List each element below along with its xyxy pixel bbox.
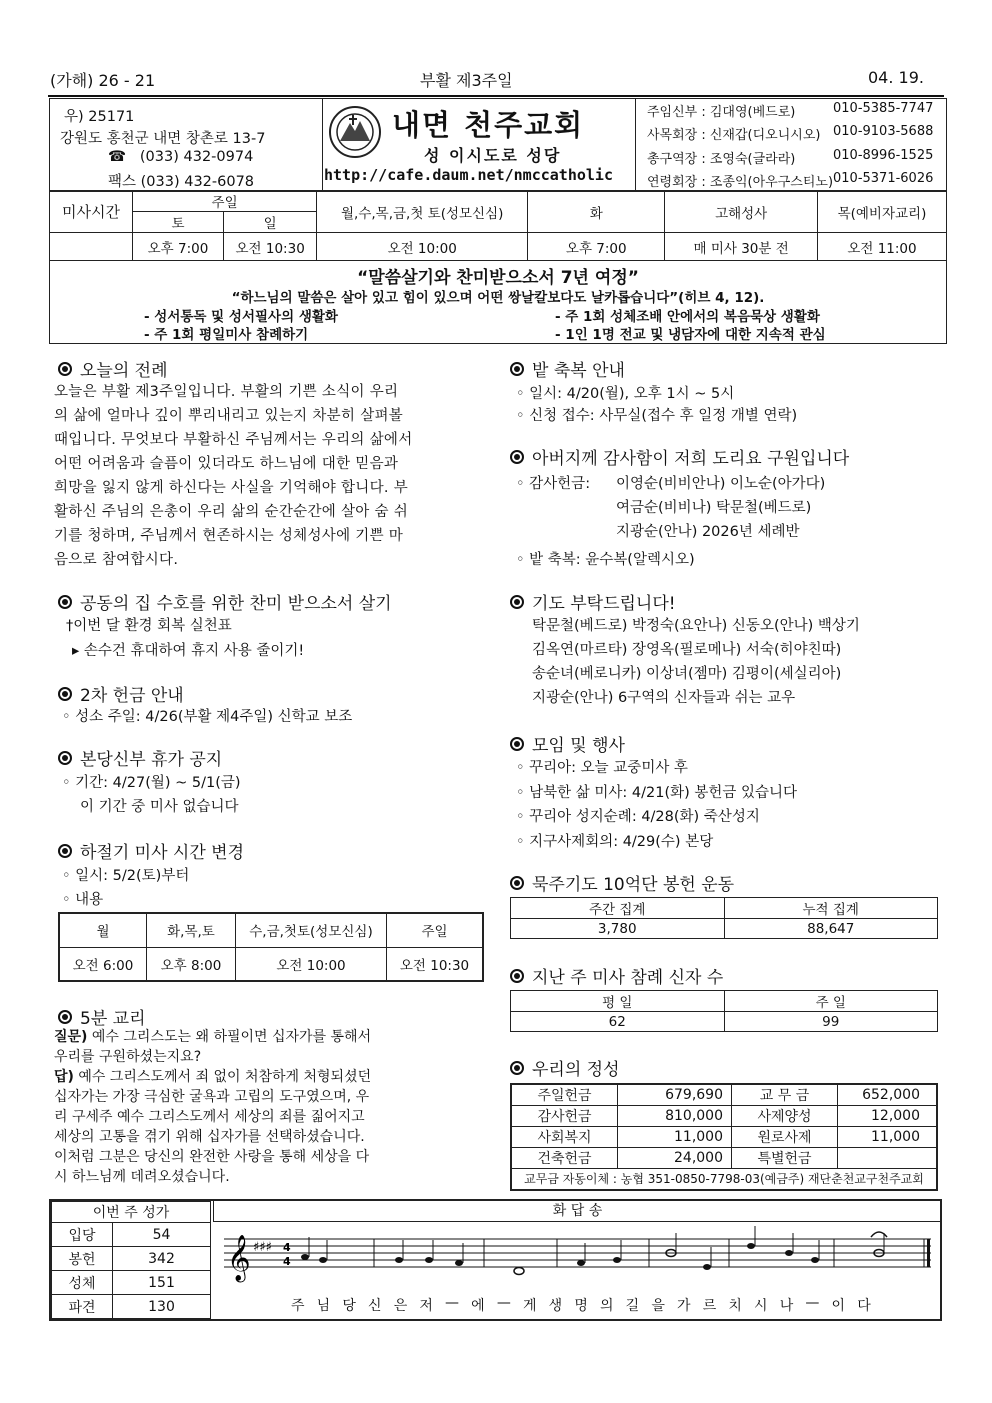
bullet-icon xyxy=(510,362,524,376)
rosary-header: 누적 집계 xyxy=(724,898,938,919)
mass-sun-header: 일 xyxy=(224,212,317,233)
bullet-icon xyxy=(58,687,72,701)
note xyxy=(785,1250,793,1256)
fax-line xyxy=(108,170,254,191)
summer-header: 수,금,첫토(성모신심) xyxy=(236,913,387,947)
hymn-number: 130 xyxy=(113,1295,211,1319)
note xyxy=(425,1257,433,1263)
hymn-label: 입당 xyxy=(52,1223,113,1247)
motto-item: - 주 1회 성체조배 안에서의 복음묵상 생활화 xyxy=(555,309,820,325)
hymn-number: 151 xyxy=(113,1271,211,1295)
prayer-line: 송순녀(베로니카) 이상녀(젬마) 김평이(세실리아) xyxy=(532,666,842,682)
sharp-icon: ♯♯♯ xyxy=(253,1240,272,1255)
bullet-icon xyxy=(510,595,524,609)
hymn-number: 54 xyxy=(113,1223,211,1247)
attendance-value: 62 xyxy=(511,1012,725,1032)
mass-thu-header: 목(예비자교리) xyxy=(817,191,946,233)
event-line: ◦ 꾸리아: 오늘 교중미사 후 xyxy=(516,760,688,776)
lyric: 나 xyxy=(779,1298,794,1314)
event-line: ◦ 꾸리아 성지순례: 4/28(화) 죽산성지 xyxy=(516,809,760,825)
event-line: ◦ 지구사제회의: 4/29(수) 본당 xyxy=(516,834,714,850)
text-line: 오늘은 부활 제3주일입니다. 부활의 기쁜 소식이 우리 xyxy=(54,384,399,400)
phone-icon: ☎ xyxy=(108,149,127,165)
note xyxy=(577,1260,585,1266)
church-block xyxy=(322,99,636,191)
staff-block xyxy=(635,99,946,191)
summer-time: 오전 10:30 xyxy=(387,947,484,981)
lyric: 게 xyxy=(522,1298,537,1314)
hymn-table xyxy=(51,1201,211,1319)
mass-empty-cell xyxy=(50,233,133,261)
field-line: ◦ 일시: 4/20(월), 오후 1시 ~ 5시 xyxy=(516,386,735,402)
treble-clef-icon: 𝄞 xyxy=(227,1235,251,1281)
section-title: 아버지께 감사함이 저희 도리요 구원입니다 xyxy=(510,444,849,469)
lyric: 치 xyxy=(728,1298,742,1314)
time-signature: 4 xyxy=(283,1241,291,1254)
section-title: 하절기 미사 시간 변경 xyxy=(58,838,244,863)
text-line: 음으로 참여합시다. xyxy=(54,552,179,568)
staff-role: 주임신부 : 김대영(베드로) xyxy=(647,105,796,120)
note xyxy=(613,1257,621,1263)
lyric: 길 xyxy=(625,1298,640,1314)
bullet-icon xyxy=(510,737,524,751)
summer-header: 화,목,토 xyxy=(147,913,236,947)
offering-amount: 679,690 xyxy=(618,1084,732,1106)
section-title: 모임 및 행사 xyxy=(510,731,625,756)
motto-box xyxy=(49,260,947,344)
staff-role: 총구역장 : 조영숙(글라라) xyxy=(647,152,796,167)
offering-label: 건축헌금 xyxy=(511,1148,618,1169)
lyric: 주 xyxy=(291,1298,305,1314)
offering-amount: 652,000 xyxy=(838,1084,938,1106)
second-collection-line: ◦ 성소 주일: 4/26(부활 제4주일) 신학교 보조 xyxy=(62,709,353,725)
bullet-icon xyxy=(58,362,72,376)
prayer-line: 김옥연(마르타) 장영옥(필로메나) 서숙(히야친따) xyxy=(532,642,842,658)
prayer-line: 탁문철(베드로) 박정숙(요안나) 신동오(안나) 백상기 xyxy=(532,618,860,634)
hymn-box xyxy=(49,1199,942,1321)
section-title: 2차 헌금 안내 xyxy=(58,681,184,706)
church-name: 내면 천주교회 xyxy=(392,108,585,142)
section-title: 기도 부탁드립니다! xyxy=(510,589,676,614)
summer-header: 주일 xyxy=(387,913,484,947)
note xyxy=(455,1260,463,1266)
staff-phone: 010-9103-5688 xyxy=(833,124,934,139)
mass-time: 오전 10:30 xyxy=(224,233,317,261)
rosary-header: 주간 집계 xyxy=(511,898,725,919)
issue-number: (가해) 26 - 21 xyxy=(50,71,156,90)
section-title: 밭 축복 안내 xyxy=(510,356,625,381)
section-title: 우리의 정성 xyxy=(510,1055,620,1080)
offering-amount: 11,000 xyxy=(618,1127,732,1148)
lyric: 르 xyxy=(702,1298,717,1314)
staff-role: 연령회장 : 조종익(아우구스티노) xyxy=(647,175,834,190)
lyric: 명 xyxy=(574,1298,588,1314)
church-seal-icon xyxy=(328,105,382,159)
mass-confession-header: 고해성사 xyxy=(665,191,818,233)
question-line: 우리를 구원하셨는지요? xyxy=(54,1049,202,1065)
lyric: — xyxy=(496,1295,511,1311)
hymn-title: 이번 주 성가 xyxy=(52,1202,211,1223)
mass-time: 오후 7:00 xyxy=(528,233,665,261)
answer-line: 리 구세주 예수 그리스도께서 세상의 죄를 짊어지고 xyxy=(54,1109,365,1125)
offering-amount: 11,000 xyxy=(838,1127,938,1148)
bullet-icon xyxy=(510,1061,524,1075)
church-subtitle: 성 이시도로 성당 xyxy=(424,146,562,165)
staff-phone: 010-8996-1525 xyxy=(833,148,934,163)
mass-weekday-header: 월,수,목,금,첫 토(성모신심) xyxy=(317,191,528,233)
account-info: 교무금 자동이체 : 농협 351-0850-7798-03(예금주) 재단춘천교구천주교회 xyxy=(511,1169,937,1190)
summer-header: 월 xyxy=(59,913,147,947)
summer-line: ◦ 일시: 5/2(토)부터 xyxy=(62,868,190,884)
hymn-number: 342 xyxy=(113,1247,211,1271)
hymn-label: 봉헌 xyxy=(52,1247,113,1271)
phone-line xyxy=(108,149,253,165)
hymn-label: 파견 xyxy=(52,1295,113,1319)
lyric: 당 xyxy=(342,1298,356,1314)
church-url[interactable]: http://cafe.daum.net/nmccatholic xyxy=(324,166,613,184)
lyrics-line xyxy=(291,1295,871,1315)
phone-number: (033) 432-0974 xyxy=(139,149,254,165)
text-line: 기를 청하며, 주님께서 현존하시는 성체성사에 기쁜 마 xyxy=(54,528,404,544)
offering-amount: 810,000 xyxy=(618,1106,732,1127)
section-title: 5분 교리 xyxy=(58,1004,146,1029)
lyric: 저 xyxy=(419,1298,433,1314)
mass-time: 매 미사 30분 전 xyxy=(665,233,818,261)
offering-table xyxy=(510,1083,938,1191)
mass-label: 미사시간 xyxy=(50,191,133,233)
summer-line: ◦ 내용 xyxy=(62,892,104,908)
text-line: 활하신 주님의 은총이 우리 삶의 순간순간에 살아 숨 쉬 xyxy=(54,504,409,520)
laudato-line: ▸ 손수건 휴대하여 휴지 사용 줄이기! xyxy=(72,643,305,659)
attendance-value: 99 xyxy=(724,1012,938,1032)
lyric: 신 xyxy=(368,1298,382,1314)
section-title: 지난 주 미사 참례 신자 수 xyxy=(510,963,723,988)
thanks-line: 지광순(안나) 2026년 세례반 xyxy=(616,524,800,540)
answer-line: 답) 예수 그리스도께서 죄 없이 처참하게 처형되셨던 xyxy=(54,1069,372,1085)
summer-mass-table xyxy=(58,912,484,982)
section-title: 오늘의 전례 xyxy=(58,356,168,381)
note xyxy=(301,1254,309,1260)
offering-label: 감사헌금 xyxy=(511,1106,618,1127)
note xyxy=(319,1257,327,1263)
bullet-icon xyxy=(510,876,524,890)
field-line: ◦ 신청 접수: 사무실(접수 후 일정 개별 연락) xyxy=(516,408,798,424)
mass-sunday-header: 주일 xyxy=(132,191,316,212)
note xyxy=(747,1243,755,1249)
rosary-value: 88,647 xyxy=(724,919,938,939)
answer-line: 세상의 고통을 겪기 위해 십자가를 선택하셨습니다. xyxy=(54,1129,365,1145)
offering-label: 교 무 금 xyxy=(732,1084,838,1106)
question-line: 질문) 예수 그리스도는 왜 하필이면 십자가를 통해서 xyxy=(54,1029,372,1045)
laudato-line: †이번 달 환경 회복 실천표 xyxy=(66,618,232,634)
text-line: 때입니다. 무엇보다 부활하신 주님께서는 우리의 삶에서 xyxy=(54,432,413,448)
note xyxy=(703,1264,711,1270)
zip-code: 우) 25171 xyxy=(64,109,135,125)
bullet-icon xyxy=(510,969,524,983)
motto-item: - 1인 1명 전교 및 냉담자에 대한 지속적 관심 xyxy=(555,327,826,343)
summer-time: 오전 10:00 xyxy=(236,947,387,981)
thanks-line: 여금순(비비나) 탁문철(베드로) xyxy=(616,500,812,516)
lyric: 시 xyxy=(754,1298,768,1314)
section-title: 공동의 집 수호를 위한 찬미 받으소서 살기 xyxy=(58,589,392,614)
offering-label: 주일헌금 xyxy=(511,1084,618,1106)
rosary-table xyxy=(510,897,938,939)
lyric: 에 xyxy=(471,1298,485,1314)
attendance-header: 평 일 xyxy=(511,991,725,1012)
answer-label: 답) xyxy=(54,1069,74,1085)
lyric: 의 xyxy=(600,1298,614,1314)
thanks-line: ◦ 밭 축복: 윤수복(알렉시오) xyxy=(516,552,695,568)
prayer-line: 지광순(안나) 6구역의 신자들과 쉬는 교우 xyxy=(532,690,796,706)
note xyxy=(514,1268,524,1275)
vacation-line: ◦ 기간: 4/27(월) ~ 5/1(금) xyxy=(62,775,241,791)
offering-label: 사제양성 xyxy=(732,1106,838,1127)
section-title: 묵주기도 10억단 봉헌 운동 xyxy=(510,870,734,895)
lyric: 을 xyxy=(651,1298,665,1314)
text-line: 의 삶에 얼마나 깊이 뿌리내리고 있는지 차분히 살펴볼 xyxy=(54,408,404,424)
thanks-label: ◦ 감사헌금: xyxy=(516,476,591,492)
mass-time: 오후 7:00 xyxy=(132,233,223,261)
offering-amount: 12,000 xyxy=(838,1106,938,1127)
attendance-table xyxy=(510,990,938,1032)
mass-tue-header: 화 xyxy=(528,191,665,233)
rosary-value: 3,780 xyxy=(511,919,725,939)
note xyxy=(811,1257,819,1263)
mass-time: 오전 10:00 xyxy=(317,233,528,261)
page-title: 부활 제3주일 xyxy=(420,71,513,90)
lyric: — xyxy=(445,1295,460,1311)
bullet-icon xyxy=(58,595,72,609)
staff-phone: 010-5385-7747 xyxy=(833,101,934,116)
summer-time: 오후 8:00 xyxy=(147,947,236,981)
motto-item: - 주 1회 평일미사 참례하기 xyxy=(144,327,309,343)
hymn-label: 성체 xyxy=(52,1271,113,1295)
staff-role: 사목회장 : 신재갑(디오니시오) xyxy=(647,128,821,143)
lyric: — xyxy=(805,1295,820,1311)
offering-amount: 24,000 xyxy=(618,1148,732,1169)
event-line: ◦ 남북한 삶 미사: 4/21(화) 봉헌금 있습니다 xyxy=(516,785,798,801)
offering-label: 특별헌금 xyxy=(732,1148,838,1169)
mass-time: 오전 11:00 xyxy=(817,233,946,261)
masthead xyxy=(49,98,947,192)
motto-quote: “하느님의 말씀은 살아 있고 힘이 있으며 어떤 쌍날칼보다도 날카롭습니다”(히브 4, 12). xyxy=(231,290,765,306)
bullet-icon xyxy=(58,751,72,765)
bullet-icon xyxy=(510,450,524,464)
offering-amount xyxy=(838,1148,938,1169)
thanks-line: 이영순(비비안나) 이노순(아가다) xyxy=(616,476,826,492)
question-label: 질문) xyxy=(54,1029,88,1045)
lyric: 은 xyxy=(393,1298,408,1314)
attendance-header: 주 일 xyxy=(724,991,938,1012)
answer-line: 십자가는 가장 극심한 굴욕과 고립의 도구였으며, 우 xyxy=(54,1089,370,1105)
text-line: 희망을 잃지 않게 하신다는 사실을 기억해야 합니다. 부 xyxy=(54,480,409,496)
bullet-icon xyxy=(58,844,72,858)
mass-time-table xyxy=(49,190,947,261)
note xyxy=(395,1257,403,1263)
liturgy-text xyxy=(54,380,494,572)
fax-label: 팩스 xyxy=(108,174,137,190)
motto-item: - 성서통독 및 성서필사의 생활화 xyxy=(144,309,338,325)
offering-label: 원로사제 xyxy=(732,1127,838,1148)
lyric: 가 xyxy=(677,1298,691,1314)
bullet-icon xyxy=(58,1010,72,1024)
catechism-text xyxy=(54,1027,494,1187)
address: 강원도 홍천군 내면 창촌로 13-7 xyxy=(60,131,266,147)
mass-sat-header: 토 xyxy=(132,212,223,233)
lyric: 생 xyxy=(548,1298,563,1314)
lyric: 님 xyxy=(316,1298,331,1314)
fermata-icon xyxy=(871,1232,887,1237)
answer-line: 시 하느님께 데려오셨습니다. xyxy=(54,1169,230,1185)
lyric: 다 xyxy=(857,1298,871,1314)
staff-phone: 010-5371-6026 xyxy=(833,171,934,186)
response-title: 화 답 송 xyxy=(213,1201,941,1222)
summer-time: 오전 6:00 xyxy=(59,947,147,981)
lyric: 이 xyxy=(831,1298,846,1314)
time-signature: 4 xyxy=(283,1255,291,1268)
vacation-line: 이 기간 중 미사 없습니다 xyxy=(80,799,239,815)
section-title: 본당신부 휴가 공지 xyxy=(58,745,222,770)
offering-label: 사회복지 xyxy=(511,1127,618,1148)
contact-block xyxy=(50,99,323,191)
motto-title: “말씀살기와 찬미받으소서 7년 여정” xyxy=(357,268,639,288)
answer-line: 이처럼 그분은 당신의 완전한 사랑을 통해 세상을 다 xyxy=(54,1149,370,1165)
issue-date: 04. 19. xyxy=(868,68,924,87)
text-line: 어떤 어려움과 슬픔이 있더라도 하느님에 대한 믿음과 xyxy=(54,456,399,472)
fax-number: (033) 432-6078 xyxy=(140,174,255,190)
header-divider xyxy=(48,95,944,97)
